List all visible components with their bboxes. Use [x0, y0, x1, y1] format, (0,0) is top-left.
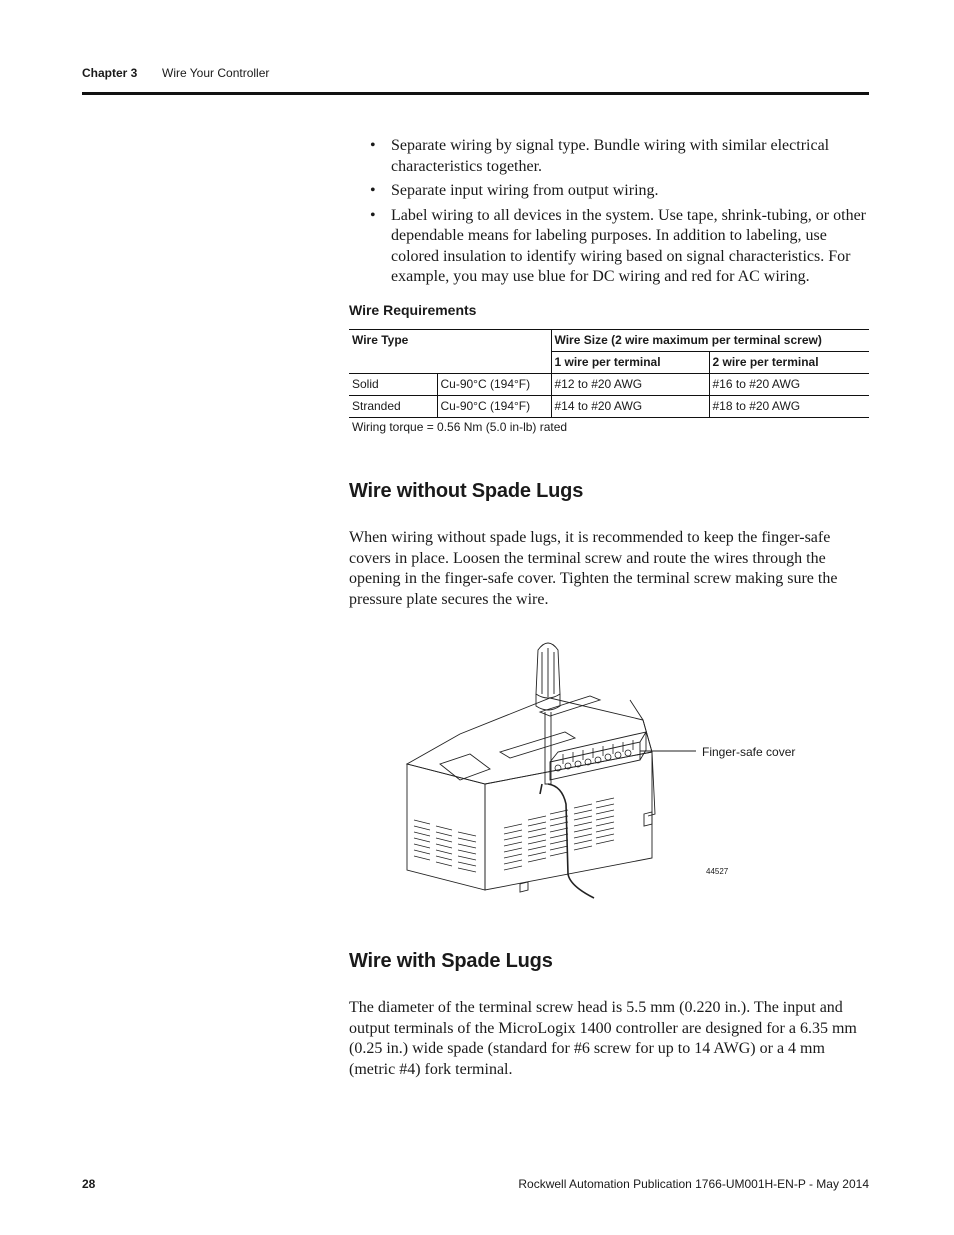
bullet-dot: •: [370, 182, 376, 199]
chapter-title: Wire Your Controller: [162, 66, 270, 80]
header-wire-size: Wire Size (2 wire maximum per terminal screw): [551, 330, 869, 352]
cell-rating: Cu-90°C (194°F): [437, 374, 551, 396]
cell-type: Solid: [349, 374, 437, 396]
section-heading-without-spade-lugs: Wire without Spade Lugs: [349, 480, 584, 502]
publication-info: Rockwell Automation Publication 1766-UM001H-EN-P - May 2014: [518, 1177, 869, 1191]
page-header: [82, 66, 869, 95]
table-title: Wire Requirements: [349, 302, 477, 318]
left-vents: [414, 820, 476, 872]
table-note: Wiring torque = 0.56 Nm (5.0 in-lb) rated: [352, 420, 568, 434]
section-body-with-spade-lugs: The diameter of the terminal screw head is 5.5 mm (0.220 in.). The input and output terminals of the MicroLogix 1400 controller are designed for a 6.35 mm (0.25 in.) wide spade (standard for #6 screw for up to 14 AWG) or a 4 mm (metric #4) fork terminal.: [349, 999, 857, 1078]
list-item: [370, 136, 870, 177]
list-item: [370, 206, 870, 288]
figure-number: 44527: [706, 867, 729, 876]
controller-body: [407, 696, 655, 890]
controller-feet: [520, 812, 652, 892]
table-row: [349, 396, 869, 418]
wire-requirements-table: [349, 329, 869, 418]
table-row: [349, 374, 869, 396]
bullet-list: [370, 136, 870, 292]
cell-one-wire: #12 to #20 AWG: [551, 374, 709, 396]
figure-callout-finger-safe-cover: Finger-safe cover: [702, 745, 796, 759]
chapter-label: Chapter 3: [82, 66, 138, 80]
controller-wiring-illustration: [400, 634, 800, 904]
bullet-text: Separate wiring by signal type. Bundle wiring with similar electrical characteristics together.: [391, 137, 830, 175]
bullet-text: Label wiring to all devices in the system. Use tape, shrink-tubing, or other dependable means for labeling purposes. In addition to labeling, use colored insulation to identify wiring based on signal characteristics. For example, you may use blue for DC wiring and red for AC wiring.: [391, 206, 866, 285]
header-one-wire: 1 wire per terminal: [551, 352, 709, 374]
section-body-without-spade-lugs: When wiring without spade lugs, it is recommended to keep the finger-safe covers in place. Loosen the terminal screw and route the wires through the opening in the finger-safe cover. Tighten the terminal screw making sure the pressure plate secures the wire.: [349, 529, 838, 608]
cell-two-wire: #18 to #20 AWG: [709, 396, 869, 418]
header-spacer: [349, 352, 551, 374]
cell-one-wire: #14 to #20 AWG: [551, 396, 709, 418]
section-heading-with-spade-lugs: Wire with Spade Lugs: [349, 950, 553, 972]
bullet-dot: •: [370, 137, 376, 154]
header-wire-type: Wire Type: [349, 330, 551, 352]
header-two-wire: 2 wire per terminal: [709, 352, 869, 374]
list-item: [370, 181, 870, 202]
bullet-text: Separate input wiring from output wiring.: [391, 182, 659, 199]
bullet-dot: •: [370, 206, 376, 224]
page-number: 28: [82, 1177, 96, 1191]
cell-two-wire: #16 to #20 AWG: [709, 374, 869, 396]
cell-rating: Cu-90°C (194°F): [437, 396, 551, 418]
front-vents: [504, 798, 614, 870]
cell-type: Stranded: [349, 396, 437, 418]
